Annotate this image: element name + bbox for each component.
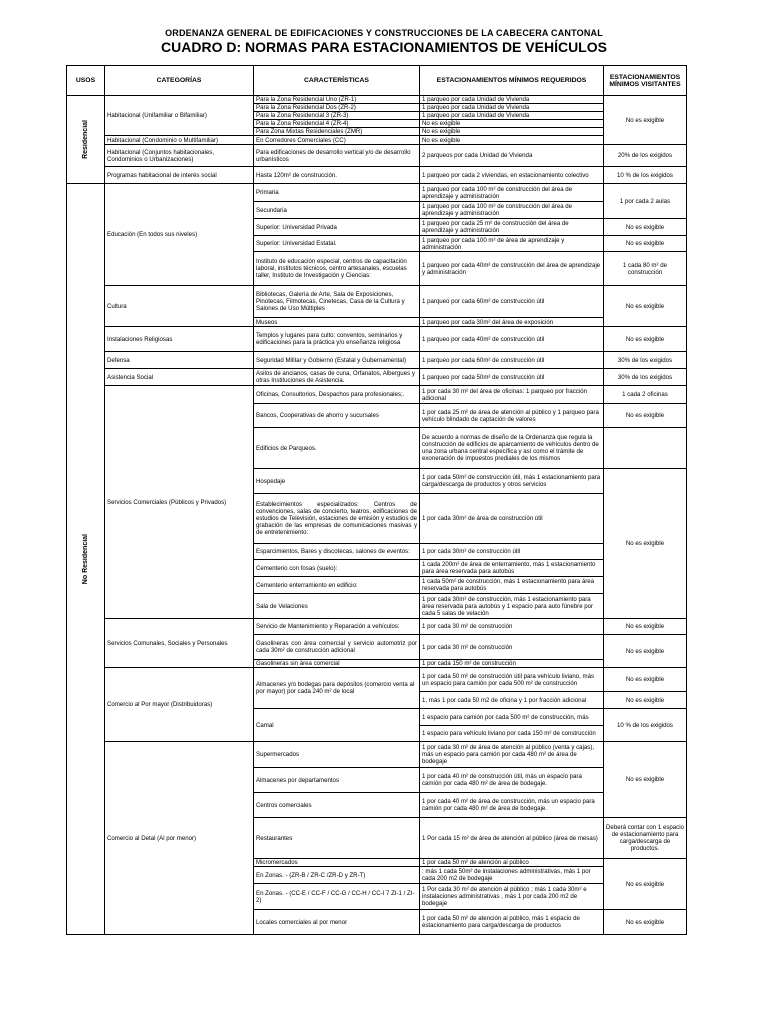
use-no-residencial-cell <box>67 184 105 935</box>
required-cell: 1 parqueo por cada Unidad de Vivienda <box>420 104 604 112</box>
characteristic-cell: Templos y lugares para culto: conventos, seminarios y edificaciones para la práctica y/o enseñanza religiosa <box>254 327 420 352</box>
required-cell: 1 parqueo por cada 2 viviendas, en estacionamiento colectivo <box>420 167 604 184</box>
use-label: No Residencial <box>82 533 89 585</box>
required-cell: 1 por cada 50m² de construcción útil, más 1 estacionamiento para carga/descarga de productos y otros servicios <box>420 469 604 494</box>
parking-norms-table <box>66 65 687 935</box>
characteristic-cell: Superior: Universidad Privada <box>254 219 420 236</box>
characteristic-cell: Camal <box>254 709 420 742</box>
table-row <box>67 386 687 404</box>
characteristic-cell: Gasolineras con área comercial y servicio automotriz por cada 30m² de construcción adicional <box>254 635 420 660</box>
table-row <box>67 184 687 202</box>
visitors-cell: No es exigible <box>604 859 687 910</box>
category-cell: Habitacional (Unifamiliar o Bifamiliar) <box>105 96 254 136</box>
characteristic-cell: Edificios de Parqueos. <box>254 428 420 469</box>
category-cell: Servicios Comerciales (Públicos y Privados) <box>105 386 254 619</box>
visitors-cell: No es exigible <box>604 668 687 692</box>
required-cell: 1, más 1 por cada 50 m2 de oficina y 1 por fracción adicional <box>420 692 604 709</box>
visitors-cell: No es exigible <box>604 404 687 428</box>
visitors-cell: No es exigible <box>604 236 687 252</box>
characteristic-cell: Supermercados <box>254 742 420 768</box>
visitors-cell: 1 cada 2 oficinas <box>604 386 687 404</box>
characteristic-cell: Superior: Universidad Estatal. <box>254 236 420 252</box>
category-cell: Servicios Comunales, Sociales y Personales <box>105 619 254 668</box>
visitors-cell: No es exigible <box>604 96 687 145</box>
required-cell: No es exigible <box>420 128 604 136</box>
visitors-cell: 10 % de los exigidos <box>604 167 687 184</box>
required-cell: 1 por cada 40 m² de construcción útil, más un espacio para camión por cada 480 m² de área de bodegaje. <box>420 768 604 793</box>
table-row <box>67 369 687 386</box>
characteristic-cell: Sala de Velaciones <box>254 594 420 619</box>
required-cell: 1 parqueo por cada 60m² de construcción útil <box>420 286 604 318</box>
visitors-cell: 30% de los exigidos <box>604 369 687 386</box>
table-row <box>67 742 687 768</box>
table-row <box>67 136 687 145</box>
required-cell: 1 espacio para vehículo liviano por cada 150 m² de construcción <box>420 726 604 742</box>
table-row <box>67 352 687 369</box>
characteristic-cell: Centros comerciales <box>254 793 420 818</box>
visitors-cell: No es exigible <box>604 469 687 619</box>
required-cell: 1 por cada 30m² de área de construcción útil <box>420 494 604 544</box>
characteristic-cell: Para la Zona Residencial 3 (ZR-3) <box>254 112 420 120</box>
characteristic-cell: Para la Zona Residencial 4 (ZR-4) <box>254 120 420 128</box>
required-cell: No es exigible <box>420 120 604 128</box>
visitors-cell: No es exigible <box>604 692 687 709</box>
required-cell: De acuerdo a normas de diseño de la Ordenanza que regula la construcción de edificios de aparcamiento de vehículos dentro de una zona urbana central específica y así como el trámite de exoneración de impuestos prediales de los mismos <box>420 428 604 469</box>
characteristic-cell: En Corredores Comerciales (CC) <box>254 136 420 145</box>
required-cell: 1 por cada 40 m² de área de construcción, más un espacio para camión por cada 480 m² de área de bodegaje. <box>420 793 604 818</box>
visitors-cell: No es exigible <box>604 219 687 236</box>
characteristic-cell: Almacenes y/o bodegas para depósitos (comercio venta al por mayor) por cada 240 m² de local <box>254 668 420 709</box>
category-cell: Cultura <box>105 286 254 327</box>
required-cell: 1 por cada 50 m² de atención al público, más 1 espacio de estacionamiento para carga/descarga de productos <box>420 910 604 935</box>
table-header-row <box>67 66 687 96</box>
table-row <box>67 619 687 635</box>
visitors-cell: No es exigible <box>604 327 687 352</box>
characteristic-cell: Asilos de ancianos, casas de cuna, Orfanatos, Albergues y otras Instituciones de Asistencia. <box>254 369 420 386</box>
required-cell: 1 Por cada 30 m² de atención al público ; más 1 cada 30m² e instalaciones administrativas , más 1 por cada 200 m2 de bodegaje <box>420 884 604 910</box>
header-usos: USOS <box>67 66 105 96</box>
required-cell: 1 parqueo por cada 100 m² de construcción del área de aprendizaje y administración <box>420 202 604 219</box>
category-cell: Defensa <box>105 352 254 369</box>
table-row <box>67 145 687 167</box>
visitors-cell: No es exigible <box>604 742 687 818</box>
category-cell: Instalaciones Religiosas <box>105 327 254 352</box>
required-cell: 1 por cada 50 m² de atención al público <box>420 859 604 867</box>
table-row <box>67 327 687 352</box>
required-cell: 1 por cada 30m² de construcción útil <box>420 544 604 560</box>
required-cell: : más 1 cada 50m² de instalaciones administrativas, más 1 por cada 200 m2 de bodegaje <box>420 867 604 884</box>
characteristic-cell: Bancos, Cooperativas de ahorro y sucursales <box>254 404 420 428</box>
visitors-cell: 1 cada 80 m² de construcción <box>604 252 687 286</box>
characteristic-cell: Primaria <box>254 184 420 202</box>
required-cell: 1 parqueo por cada 50m² de construcción útil <box>420 369 604 386</box>
required-cell: 1 por cada 30 m² de construcción <box>420 619 604 635</box>
characteristic-cell: Para la Zona Residencial Dos (ZR-2) <box>254 104 420 112</box>
category-cell: Comercio al Detal (Al por menor) <box>105 742 254 935</box>
visitors-cell: No es exigible <box>604 635 687 668</box>
category-cell: Educación (En todos sus niveles) <box>105 184 254 286</box>
visitors-cell: No es exigible <box>604 619 687 635</box>
characteristic-cell: Servicio de Mantenimiento y Reparación a vehículos: <box>254 619 420 635</box>
header-visitantes: ESTACIONAMIENTOS MÍNIMOS VISITANTES <box>604 66 687 96</box>
table-row <box>67 286 687 318</box>
required-cell: 1 parqueo por cada 25 m² de construcción del área de aprendizaje y administración <box>420 219 604 236</box>
visitors-cell: 1 por cada 2 aulas <box>604 184 687 219</box>
characteristic-cell: Hospedaje <box>254 469 420 494</box>
visitors-cell <box>604 428 687 469</box>
characteristic-cell: Oficinas, Consultorios, Despachos para profesionales;. <box>254 386 420 404</box>
required-cell: 1 parqueo por cada 100 m² de construcción del área de aprendizaje y administración <box>420 184 604 202</box>
required-cell: 2 parqueos por cada Unidad de Vivienda <box>420 145 604 167</box>
required-cell: 1 parqueo por cada 40m² de construcción útil <box>420 327 604 352</box>
required-cell: 1 parqueo por cada 100 m² de área de aprendizaje y administración <box>420 236 604 252</box>
characteristic-cell: Para la Zona Residencial Uno (ZR-1) <box>254 96 420 104</box>
required-cell: 1 parqueo por cada Unidad de Vivienda <box>420 96 604 104</box>
header-requeridos: ESTACIONAMIENTOS MÍNIMOS REQUERIDOS <box>420 66 604 96</box>
required-cell: 1 parqueo por cada 30m² del área de exposición <box>420 318 604 327</box>
header-caracteristicas: CARACTERÍSTICAS <box>254 66 420 96</box>
visitors-cell: 30% de los exigidos <box>604 352 687 369</box>
characteristic-cell: Museos <box>254 318 420 327</box>
required-cell: 1 por cada 30 m² de área de atención al público (venta y cajas), más un espacio para camión por cada 480 m² de área de bodegaje <box>420 742 604 768</box>
required-cell: 1 por cada 25 m² de área de atención al público y 1 parqueo para vehículo blindado de captación de valores <box>420 404 604 428</box>
category-cell: Programas habitacional de interés social <box>105 167 254 184</box>
required-cell: 1 parqueo por cada 40m² de construcción del área de aprendizaje y administración <box>420 252 604 286</box>
document-title: CUADRO D: NORMAS PARA ESTACIONAMIENTOS DE VEHÍCULOS <box>161 39 607 55</box>
characteristic-cell: Seguridad Militar y Gobierno (Estatal y Gubernamental) <box>254 352 420 369</box>
table-row <box>67 96 687 104</box>
required-cell: No es exigible <box>420 136 604 145</box>
characteristic-cell: Esparcimientos, Bares y discotecas, salones de eventos: <box>254 544 420 560</box>
required-cell: 1 Por cada 15 m² de área de atención al público (área de mesas) <box>420 818 604 859</box>
characteristic-cell: Micromercados <box>254 859 420 867</box>
category-cell: Habitacional (Condominio o Multifamiliar) <box>105 136 254 145</box>
characteristic-cell: Para Zona Mixtas Residenciales (ZMR) <box>254 128 420 136</box>
characteristic-cell: Bibliotecas, Galería de Arte, Sala de Exposiciones, Pinotecas, Filmotecas, Cinetecas, Casa de la Cultura y Salones de Uso Múltiples <box>254 286 420 318</box>
required-cell: 1 parqueo por cada Unidad de Vivienda <box>420 112 604 120</box>
characteristic-cell: Establecimientos especializados: Centros de convenciones, salas de concierto, teatros, edificaciones de estudios de Televisión, estaciones de emisión y estudios de grabación de las empresas de comunicaciones masivas y de entretenimiento: <box>254 494 420 544</box>
visitors-cell: 10 % de los exigidos <box>604 709 687 742</box>
characteristic-cell: Hasta 120m² de construcción. <box>254 167 420 184</box>
visitors-cell: 20% de los exigidos <box>604 145 687 167</box>
required-cell: 1 cada 50m² de construcción, más 1 estacionamiento para área reservada para autobús <box>420 577 604 594</box>
use-label: Residencial <box>82 120 89 159</box>
visitors-cell: No es exigible <box>604 910 687 935</box>
required-cell: 1 por cada 30 m² del área de oficinas: 1 parqueo por fracción adicional <box>420 386 604 404</box>
characteristic-cell: Locales comerciales al por menor <box>254 910 420 935</box>
required-cell: 1 por cada 30m² de construcción, más 1 estacionamiento para área reservada para autobús y 1 espacio para auto fúnebre por cada 5 salas de velación <box>420 594 604 619</box>
required-cell: 1 cada 200m² de área de enterramiento, más 1 estacionamiento para área reservada para autobús <box>420 560 604 577</box>
table-row <box>67 668 687 692</box>
category-cell: Habitacional (Conjuntos habitacionales, Condominios o Urbanizaciones) <box>105 145 254 167</box>
required-cell: 1 espacio para camión por cada 500 m² de construcción, más <box>420 709 604 726</box>
document-super-title: ORDENANZA GENERAL DE EDIFICACIONES Y CONSTRUCCIONES DE LA CABECERA CANTONAL <box>165 28 603 38</box>
characteristic-cell: En Zonas. - (ZR-B / ZR-C /ZR-D y ZR-T) <box>254 867 420 884</box>
category-cell: Asistencia Social <box>105 369 254 386</box>
category-cell: Comercio al Por mayor (Distribuidoras) <box>105 668 254 742</box>
characteristic-cell: Instituto de educación especial, centros de capacitación laboral, institutos técnicos, centro artesanales, escuelas taller, Instituto de Investigación y Ciencias: <box>254 252 420 286</box>
characteristic-cell: Restaurantes <box>254 818 420 859</box>
characteristic-cell: Almacenes por departamentos <box>254 768 420 793</box>
required-cell: 1 por cada 150 m² de construcción <box>420 660 604 668</box>
visitors-cell: No es exigible <box>604 286 687 327</box>
required-cell: 1 por cada 50 m² de construcción útil para vehículo liviano, más un espacio para camión por cada 500 m² de construcción <box>420 668 604 692</box>
characteristic-cell: En Zonas. - (CC-E / CC-F / CC-G / CC-H / CC-I 7 ZI-1 / ZI-2) <box>254 884 420 910</box>
required-cell: 1 parqueo por cada 60m² de construcción útil <box>420 352 604 369</box>
table-row <box>67 167 687 184</box>
characteristic-cell: Para edificaciones de desarrollo vertical y/o de desarrollo urbanísticos <box>254 145 420 167</box>
characteristic-cell: Gasolineras sin área comercial <box>254 660 420 668</box>
visitors-cell: Deberá contar con 1 espacio de estacionamiento para carga/descarga de productos. <box>604 818 687 859</box>
use-residencial-cell <box>67 96 105 184</box>
characteristic-cell: Cementerio con fosas (suelo): <box>254 560 420 577</box>
characteristic-cell: Secundaria <box>254 202 420 219</box>
header-categorias: CATEGORÍAS <box>105 66 254 96</box>
required-cell: 1 por cada 30 m² de construcción <box>420 635 604 660</box>
characteristic-cell: Cementerio enterramiento en edificio: <box>254 577 420 594</box>
